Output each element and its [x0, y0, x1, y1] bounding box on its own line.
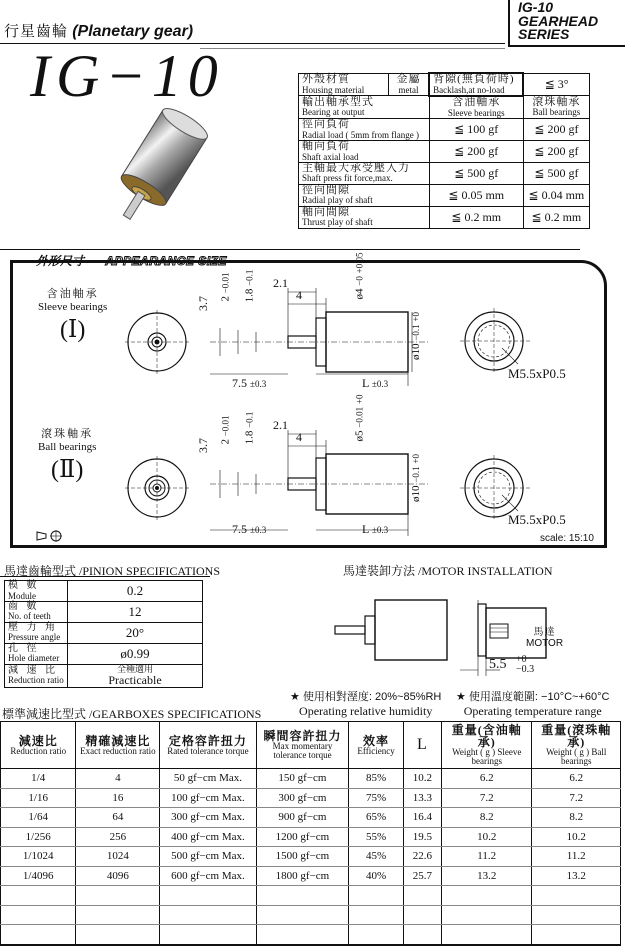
dim-L: [362, 376, 388, 391]
spec-label-en: Radial load ( 5mm from flange ): [302, 129, 419, 140]
gearbox-cell: [532, 905, 621, 925]
table-row: [1, 808, 621, 828]
ball-label-en: Ball bearings: [38, 441, 97, 453]
gearbox-cell: [76, 925, 160, 945]
gearbox-cell: 10.2: [403, 769, 441, 789]
dim-phi10-tol: −0.1: [410, 466, 421, 483]
spec-sleeve-val: ≦ 100 gf: [429, 118, 523, 140]
table-row: [1, 769, 621, 789]
housing-val-en: metal: [398, 84, 419, 95]
dim-L-tol: ±0.3: [371, 525, 389, 535]
dim-phi4: [353, 253, 365, 300]
dim-7-5-tol: ±0.3: [250, 379, 267, 389]
gb-header-zh: 瞬間容許扭力: [263, 729, 342, 743]
table-row: [1, 866, 621, 886]
thread-ball: M5.5xP0.5: [508, 512, 566, 527]
dim-phi5-val: ø5: [353, 430, 366, 442]
gearbox-cell: 900 gf−cm: [256, 808, 349, 828]
gearbox-cell: 11.2: [441, 847, 531, 867]
spec-sleeve-val: ≦ 200 gf: [429, 140, 523, 162]
gearbox-cell: 13.3: [403, 788, 441, 808]
gearbox-cell: 16.4: [403, 808, 441, 828]
gearbox-cell: [76, 905, 160, 925]
gearbox-cell: 1/1024: [1, 847, 76, 867]
gearbox-cell: [349, 886, 403, 906]
dim-1-8: [243, 412, 255, 445]
ball-num: (Ⅱ): [51, 457, 84, 483]
gearbox-cell: 64: [76, 808, 160, 828]
dim-phi10: [410, 312, 422, 360]
title-zh: 行星齒輪: [4, 23, 69, 40]
dim-3-7: 3.7: [196, 438, 210, 453]
gearbox-cell: [403, 925, 441, 945]
spec-row: [299, 184, 590, 206]
motor-dim-up: +0: [516, 654, 527, 665]
dim-2-1: 2.1: [273, 418, 288, 432]
motor-label: [526, 627, 563, 649]
ball-col-zh: 滾珠軸承: [532, 95, 581, 108]
gb-header-zh: 減速比: [18, 733, 58, 748]
dim-phi10-up: +0: [410, 312, 421, 322]
pinion-title: 馬達齒輪型式 /PINION SPECIFICATIONS: [4, 564, 221, 578]
gearbox-cell: 13.2: [441, 866, 531, 886]
dim-phi4-up: +0.05: [354, 252, 365, 274]
title-rule-thin: [200, 48, 505, 49]
bearing-zh: 輸出軸承型式: [302, 95, 374, 108]
gearbox-cell: 16: [76, 788, 160, 808]
gearbox-cell: 4: [76, 769, 160, 789]
spec-label-en: Shaft press fit force,max.: [302, 173, 393, 184]
gearbox-cell: 100 gf−cm Max.: [160, 788, 256, 808]
gb-header-zh: 精確減速比: [85, 733, 151, 748]
housing-val-zh: 金屬: [396, 73, 421, 85]
pinion-label-zh: 減 速 比: [8, 664, 58, 676]
gearbox-cell: [532, 925, 621, 945]
pinion-label-en: No. of teeth: [8, 611, 51, 622]
sleeve-label-en: Sleeve bearings: [38, 301, 108, 313]
series-line-2: GEARHEAD: [518, 12, 599, 29]
dim-phi5: [353, 395, 365, 442]
front-view-sleeve: [125, 310, 189, 374]
dim-1-8-val: 1.8: [243, 430, 256, 445]
pinion-val: 12: [68, 601, 203, 622]
backlash-zh: 背隙(無負荷時): [433, 73, 515, 85]
gearbox-cell: 10.2: [441, 827, 531, 847]
spec-sleeve-val: ≦ 500 gf: [429, 162, 523, 184]
dim-1-8: [243, 270, 255, 303]
thread-sleeve: M5.5xP0.5: [508, 366, 566, 381]
gearbox-cell: 8.2: [441, 808, 531, 828]
spec-ball-val: ≦ 0.04 mm: [523, 184, 589, 206]
gearbox-cell: [403, 886, 441, 906]
series-line-3: SERIES: [518, 26, 570, 42]
motor-title: 馬達裝卸方法 /MOTOR INSTALLATION: [343, 564, 553, 578]
appearance-title-zh: 外形尺寸: [36, 254, 85, 268]
dim-4: 4: [296, 430, 302, 444]
dim-2-val: 2: [219, 296, 232, 302]
table-row: [1, 905, 621, 925]
dim-3-7: 3.7: [196, 296, 210, 311]
pinion-row: [5, 664, 203, 687]
gearbox-cell: [76, 886, 160, 906]
spec-row: [299, 162, 590, 184]
pinion-label-en: Reduction ratio: [8, 675, 64, 686]
temp-condition: [456, 690, 609, 718]
gb-header-en: Exact reduction ratio: [80, 745, 156, 756]
gearbox-cell: 1800 gf−cm: [256, 866, 349, 886]
gearbox-cell: 65%: [349, 808, 403, 828]
gearbox-cell: 600 gf−cm Max.: [160, 866, 256, 886]
pinion-label-zh: 孔 徑: [8, 642, 40, 654]
appearance-title-en: APPEARANCE SIZE: [105, 254, 227, 268]
dim-phi4-tol: −0: [354, 276, 365, 286]
dim-phi10-val: ø10: [409, 343, 422, 360]
dim-7-5: [232, 522, 266, 537]
temp-en: Operating temperature range: [463, 704, 602, 718]
dim-1-8-tol: −0.1: [244, 269, 255, 286]
product-photo: [80, 105, 230, 235]
dim-4: 4: [296, 288, 302, 302]
table-row: [1, 925, 621, 945]
dim-phi4-val: ø4: [353, 288, 366, 300]
pinion-label-en: Module: [8, 590, 36, 601]
gearbox-cell: 25.7: [403, 866, 441, 886]
pinion-val: 0.2: [68, 581, 203, 602]
dim-2-tol: −0.01: [220, 415, 231, 437]
gearbox-cell: 300 gf−cm: [256, 788, 349, 808]
spec-ball-val: ≦ 200 gf: [523, 118, 589, 140]
dim-7-5-tol: ±0.3: [250, 525, 267, 535]
gearbox-cell: [1, 905, 76, 925]
dim-phi10-up: +0: [410, 454, 421, 464]
table-row: [1, 827, 621, 847]
gearbox-cell: 1/256: [1, 827, 76, 847]
gearbox-cell: [403, 905, 441, 925]
spec-row: [299, 118, 590, 140]
end-view-sleeve: [460, 308, 530, 374]
gearbox-cell: 6.2: [441, 769, 531, 789]
pinion-row: [5, 643, 203, 664]
spec-ball-val: ≦ 200 gf: [523, 140, 589, 162]
motor-drawing: [330, 590, 620, 680]
pinion-label-zh: 壓 力 角: [8, 621, 58, 633]
page-title: [4, 20, 193, 41]
pinion-val: ø0.99: [68, 643, 203, 664]
gearbox-cell: [256, 905, 349, 925]
pinion-row: [5, 622, 203, 643]
gearbox-cell: 400 gf−cm Max.: [160, 827, 256, 847]
gearbox-cell: [349, 925, 403, 945]
backlash-en: Backlash,at no-load: [433, 84, 505, 95]
gb-header-en: Reduction ratio: [10, 745, 67, 756]
gearbox-cell: 256: [76, 827, 160, 847]
bearing-en: Bearing at output: [302, 107, 365, 118]
sleeve-label: [38, 288, 108, 343]
gearbox-cell: 6.2: [532, 769, 621, 789]
gearbox-cell: [160, 905, 256, 925]
gearbox-title: 標準減速比型式 /GEARBOXES SPECIFICATIONS: [2, 707, 262, 721]
motor-dim-low: −0.3: [516, 664, 535, 675]
dim-L-tol: ±0.3: [371, 379, 389, 389]
dim-7-5-val: 7.5: [232, 522, 247, 536]
humidity-zh: ★ 使用相對溼度: 20%~85%RH: [290, 691, 442, 703]
gearbox-cell: 1/4: [1, 769, 76, 789]
gearbox-cell: 13.2: [532, 866, 621, 886]
gearbox-cell: 150 gf−cm: [256, 769, 349, 789]
dim-2: [220, 415, 232, 444]
sleeve-num: (Ⅰ): [59, 317, 86, 343]
gearbox-cell: [160, 886, 256, 906]
pinion-table: [4, 580, 203, 688]
dim-2-tol: −0.01: [220, 272, 231, 294]
dim-1-8-tol: −0.1: [244, 411, 255, 428]
gb-header-en: Efficiency: [357, 745, 395, 756]
gb-header-en: Max momentary tolerance torque: [272, 741, 333, 760]
dim-L-val: L: [362, 376, 369, 390]
gearbox-cell: 1500 gf−cm: [256, 847, 349, 867]
model-name: IG−10: [30, 43, 224, 109]
pinion-val: [68, 664, 203, 687]
spec-label-en: Radial play of shaft: [302, 195, 373, 206]
gb-header-en: Weight ( g ) Sleeve bearings: [452, 747, 522, 766]
ball-label: [38, 428, 97, 483]
spec-ball-val: ≦ 500 gf: [523, 162, 589, 184]
gb-header-en: Weight ( g ) Ball bearings: [546, 747, 607, 766]
scale-label: scale: 15:10: [540, 533, 594, 544]
pinion-row: [5, 581, 203, 602]
gearbox-cell: 10.2: [532, 827, 621, 847]
pinion-title-rule: [0, 576, 210, 577]
table-row: [1, 847, 621, 867]
spec-row: [299, 206, 590, 228]
sleeve-label-zh: 含油軸承: [46, 288, 99, 300]
spec-label-zh: 軸向間隙: [302, 205, 350, 218]
dim-L: [362, 522, 388, 537]
dim-phi5-tol: −0.01: [354, 406, 365, 428]
gearbox-cell: [441, 886, 531, 906]
dim-phi10: [410, 454, 422, 502]
appearance-header-rule: [0, 249, 580, 250]
gearbox-cell: 8.2: [532, 808, 621, 828]
spec-label-en: Thrust play of shaft: [302, 217, 373, 228]
gb-header-zh: 重量(滾珠軸承): [541, 723, 612, 749]
gearbox-cell: 22.6: [403, 847, 441, 867]
motor-label-zh: 馬達: [533, 627, 556, 638]
pinion-label-zh: 齒 數: [8, 600, 40, 612]
pinion-val: 20°: [68, 622, 203, 643]
gearbox-cell: 55%: [349, 827, 403, 847]
motor-dim: [489, 655, 534, 675]
gearbox-cell: 7.2: [441, 788, 531, 808]
gearbox-cell: [256, 886, 349, 906]
pinion-val-top: 全種適用: [116, 663, 153, 674]
gb-header-zh: 定格容許扭力: [168, 733, 247, 748]
projection-icon: [36, 530, 66, 542]
gearbox-cell: 300 gf−cm Max.: [160, 808, 256, 828]
gearbox-cell: 7.2: [532, 788, 621, 808]
dim-2-val: 2: [219, 439, 232, 445]
pinion-val-main: Practicable: [108, 673, 162, 688]
dim-1-8-val: 1.8: [243, 288, 256, 303]
spec-label-en: Shaft axial load: [302, 151, 359, 162]
dim-phi5-up: +0: [354, 394, 365, 405]
gearbox-cell: [256, 925, 349, 945]
dim-2-1: 2.1: [273, 276, 288, 290]
gearbox-cell: [1, 886, 76, 906]
gearbox-cell: 1/4096: [1, 866, 76, 886]
title-en: (Planetary gear): [72, 23, 194, 40]
gearbox-cell: [532, 886, 621, 906]
gearbox-header-row: [1, 722, 621, 769]
gb-header-en: Rated tolerance torque: [167, 745, 249, 756]
spec-row: [299, 140, 590, 162]
dim-2: [221, 272, 231, 301]
gearbox-cell: 40%: [349, 866, 403, 886]
dim-7-5-val: 7.5: [232, 376, 247, 390]
motor-label-en: MOTOR: [526, 638, 564, 649]
spec-label-zh: 徑向負荷: [302, 117, 350, 130]
ball-col-en: Ball bearings: [532, 107, 581, 118]
pinion-label-en: Pressure angle: [8, 632, 61, 643]
table-row: [1, 788, 621, 808]
gearbox-cell: [349, 905, 403, 925]
gearbox-cell: 1024: [76, 847, 160, 867]
spec-label-zh: 軸向負荷: [302, 139, 350, 152]
front-view-ball: [125, 456, 189, 520]
table-row: [1, 886, 621, 906]
pinion-label-zh: 模 數: [8, 580, 40, 591]
spec-table: [298, 72, 590, 229]
gearbox-cell: [441, 905, 531, 925]
spec-label-zh: 主軸最大承受壓入力: [302, 161, 410, 174]
gearbox-cell: [1, 925, 76, 945]
spec-sleeve-val: ≦ 0.2 mm: [429, 206, 523, 228]
dim-7-5: [232, 376, 266, 391]
gearbox-cell: [160, 925, 256, 945]
sleeve-col-zh: 含油軸承: [452, 95, 501, 108]
humidity-en: Operating relative humidity: [299, 704, 433, 718]
gearbox-cell: 1/16: [1, 788, 76, 808]
spec-sleeve-val: ≦ 0.05 mm: [429, 184, 523, 206]
gearbox-cell: 75%: [349, 788, 403, 808]
gearbox-cell: 500 gf−cm Max.: [160, 847, 256, 867]
gearbox-cell: 85%: [349, 769, 403, 789]
gearbox-cell: 50 gf−cm Max.: [160, 769, 256, 789]
humidity-condition: [290, 690, 441, 718]
backlash-val: ≦ 3°: [523, 73, 589, 96]
ball-label-zh: 滾珠軸承: [41, 428, 94, 440]
gearbox-cell: 45%: [349, 847, 403, 867]
pinion-label-en: Hole diameter: [8, 653, 60, 664]
series-badge: [508, 0, 625, 47]
sleeve-col-en: Sleeve bearings: [447, 107, 505, 118]
motor-dim-val: 5.5: [489, 657, 507, 673]
pinion-row: [5, 601, 203, 622]
gearbox-cell: 11.2: [532, 847, 621, 867]
spec-label-zh: 徑向間隙: [302, 183, 350, 196]
dim-phi10-tol: −0.1: [410, 324, 421, 341]
dim-phi10-val: ø10: [409, 485, 422, 502]
gearbox-cell: 19.5: [403, 827, 441, 847]
dim-L-val: L: [362, 522, 369, 536]
spec-ball-val: ≦ 0.2 mm: [523, 206, 589, 228]
housing-zh: 外殼材質: [302, 73, 350, 85]
gb-header-zh: L: [416, 736, 428, 753]
series-line-1: IG-10: [518, 0, 554, 15]
gearbox-cell: 4096: [76, 866, 160, 886]
gearbox-cell: 1/64: [1, 808, 76, 828]
gearbox-cell: [441, 925, 531, 945]
housing-en: Housing material: [302, 84, 365, 95]
gb-header-zh: 效率: [363, 733, 390, 748]
temp-zh: ★ 使用溫度範圍: −10°C~+60°C: [456, 691, 610, 703]
gb-header-zh: 重量(含油軸承): [451, 723, 522, 749]
gearbox-table: [0, 721, 621, 946]
gearbox-cell: 1200 gf−cm: [256, 827, 349, 847]
